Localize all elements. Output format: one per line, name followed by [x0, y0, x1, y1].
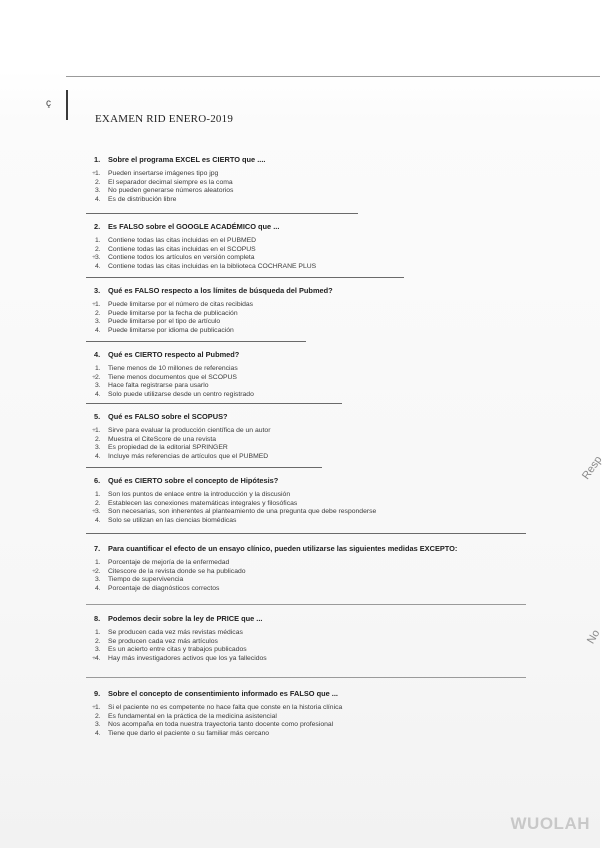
question-number: 6.	[94, 476, 101, 485]
answer-option	[86, 170, 556, 179]
option-text: El separador decimal siempre es la coma	[108, 178, 233, 186]
question-text: Podemos decir sobre la ley de PRICE que ...	[108, 614, 263, 623]
margin-mark: ç	[46, 98, 51, 109]
answer-option	[86, 310, 556, 319]
question-heading	[86, 475, 556, 487]
question-3	[86, 285, 556, 336]
option-text: Es un acierto entre citas y trabajos publicados	[108, 646, 247, 654]
option-number: 4.	[95, 655, 101, 663]
option-number: 3.	[95, 187, 101, 195]
option-text: Tiene menos documentos que el SCOPUS	[108, 373, 237, 381]
option-number: 1.	[95, 237, 101, 244]
option-text: Contiene todas las citas incluidas en el SCOPUS	[108, 245, 256, 253]
answer-option	[86, 713, 556, 722]
option-number: 2.	[95, 567, 101, 575]
question-text: Qué es FALSO respecto a los límites de búsqueda del Pubmed?	[108, 286, 333, 295]
option-text: Muestra el CiteScore de una revista	[108, 435, 217, 443]
option-text: Porcentaje de mejoría de la enfermedad	[108, 559, 230, 566]
divider	[86, 403, 342, 404]
answer-option	[86, 436, 556, 445]
option-number: 3.	[95, 576, 101, 584]
answer-option	[86, 629, 556, 638]
answer-option	[86, 517, 556, 526]
answer-option	[86, 576, 556, 585]
option-number: 2.	[95, 499, 101, 507]
option-number: 4.	[95, 327, 101, 335]
option-number: 4.	[95, 585, 101, 593]
option-number: 4.	[95, 453, 101, 461]
question-text: Sobre el programa EXCEL es CIERTO que ....	[108, 155, 266, 164]
option-number: 3.	[95, 382, 101, 390]
option-number: 4.	[95, 730, 101, 738]
divider	[86, 213, 358, 214]
option-number: 3.	[95, 254, 101, 262]
answer-option	[86, 374, 556, 383]
margin-line	[66, 90, 68, 120]
divider	[86, 533, 526, 534]
option-number: 1.	[95, 559, 101, 566]
option-number: 2.	[95, 245, 101, 253]
wuolah-watermark: WUOLAH	[510, 814, 590, 833]
answer-option	[86, 655, 556, 664]
option-text: Es fundamental en la práctica de la medicina asistencial	[108, 712, 277, 720]
question-heading	[86, 221, 556, 233]
question-heading	[86, 613, 556, 625]
option-text: No pueden generarse números aleatorios	[108, 187, 234, 195]
question-9	[86, 688, 556, 739]
option-number: 4.	[95, 517, 101, 525]
option-text: Solo se utilizan en las ciencias biomédicas	[108, 517, 237, 525]
answer-option	[86, 508, 556, 517]
option-number: 3.	[95, 318, 101, 326]
option-number: 3.	[95, 646, 101, 654]
question-number: 4.	[94, 350, 101, 359]
answer-option	[86, 391, 556, 400]
divider	[86, 677, 526, 678]
option-number: 1.	[95, 170, 101, 177]
option-number: 4.	[95, 263, 101, 271]
option-number: 2.	[95, 178, 101, 186]
option-text: Nos acompaña en toda nuestra trayectoria tanto docente como profesional	[108, 721, 334, 729]
option-text: Es de distribución libre	[108, 196, 177, 204]
question-heading	[86, 411, 556, 423]
option-text: Establecen las conexiones matemáticas integrales y filosóficas	[108, 499, 298, 507]
option-text: Se producen cada vez más artículos	[108, 637, 218, 645]
option-text: Porcentaje de diagnósticos correctos	[108, 585, 220, 593]
option-number: 2.	[95, 373, 101, 381]
answer-mark: +	[92, 427, 96, 434]
answer-mark: +	[92, 373, 96, 381]
answer-option	[86, 263, 556, 272]
answer-mark: +	[92, 508, 96, 516]
option-text: Puede limitarse por la fecha de publicación	[108, 309, 238, 317]
answer-option	[86, 730, 556, 739]
question-heading	[86, 349, 556, 361]
option-text: Puede limitarse por idioma de publicación	[108, 327, 234, 335]
answer-mark: +	[92, 655, 96, 663]
option-text: Contiene todas las citas incluidas en el PUBMED	[108, 237, 257, 244]
option-number: 4.	[95, 196, 101, 204]
exam-title: EXAMEN RID ENERO-2019	[95, 113, 234, 125]
question-7	[86, 543, 556, 594]
option-text: Son los puntos de enlace entre la introducción y la discusión	[108, 491, 291, 498]
answer-option	[86, 500, 556, 509]
option-text: Citescore de la revista donde se ha publicado	[108, 567, 246, 575]
answer-option	[86, 721, 556, 730]
side-text-partial: Resp	[580, 453, 605, 482]
option-text: Tiene que darlo el paciente o su familiar más cercano	[108, 730, 270, 738]
question-text: Qué es FALSO sobre el SCOPUS?	[108, 412, 228, 421]
option-number: 1.	[95, 301, 101, 308]
answer-option	[86, 196, 556, 205]
option-text: Puede limitarse por el tipo de artículo	[108, 318, 221, 326]
answer-option	[86, 453, 556, 462]
option-number: 3.	[95, 444, 101, 452]
option-number: 1.	[95, 427, 101, 434]
question-text: Qué es CIERTO sobre el concepto de Hipótesis?	[108, 476, 279, 485]
option-text: Tiene menos de 10 millones de referencias	[108, 365, 238, 372]
option-text: Puede limitarse por el número de citas recibidas	[108, 301, 254, 308]
option-text: Hay más investigadores activos que los ya fallecidos	[108, 655, 267, 663]
answer-option	[86, 568, 556, 577]
divider	[86, 277, 404, 278]
answer-option	[86, 559, 556, 568]
question-number: 9.	[94, 689, 101, 698]
question-heading	[86, 688, 556, 700]
question-6	[86, 475, 556, 526]
option-number: 1.	[95, 491, 101, 498]
question-heading	[86, 154, 556, 166]
option-number: 3.	[95, 508, 101, 516]
answer-mark: +	[92, 254, 96, 262]
answer-option	[86, 318, 556, 327]
question-text: Qué es CIERTO respecto al Pubmed?	[108, 350, 240, 359]
option-text: Tiempo de supervivencia	[108, 576, 184, 584]
answer-mark: +	[92, 170, 96, 177]
side-text-partial: No	[585, 627, 603, 646]
question-heading	[86, 543, 556, 555]
answer-option	[86, 491, 556, 500]
answer-option	[86, 427, 556, 436]
option-number: 1.	[95, 704, 101, 711]
option-text: Solo puede utilizarse desde un centro registrado	[108, 391, 254, 399]
answer-option	[86, 444, 556, 453]
option-number: 2.	[95, 637, 101, 645]
option-number: 1.	[95, 629, 101, 636]
answer-mark: +	[92, 301, 96, 308]
question-4	[86, 349, 556, 400]
option-number: 4.	[95, 391, 101, 399]
option-number: 1.	[95, 365, 101, 372]
question-5	[86, 411, 556, 462]
question-text: Para cuantificar el efecto de un ensayo clínico, pueden utilizarse las siguientes medidas EXCEPTO:	[108, 544, 458, 553]
option-text: Si el paciente no es competente no hace falta que conste en la historia clínica	[108, 704, 343, 711]
question-8	[86, 613, 556, 664]
question-heading	[86, 285, 556, 297]
question-number: 8.	[94, 614, 101, 623]
page-edge	[66, 76, 600, 77]
answer-mark: +	[92, 567, 96, 575]
divider	[86, 341, 306, 342]
question-number: 1.	[94, 155, 101, 164]
option-number: 2.	[95, 309, 101, 317]
option-text: Incluye más referencias de artículos que el PUBMED	[108, 453, 269, 461]
question-2	[86, 221, 556, 272]
question-1	[86, 154, 556, 205]
option-text: Contiene todas las citas incluidas en la biblioteca COCHRANE PLUS	[108, 263, 317, 271]
answer-option	[86, 246, 556, 255]
question-text: Es FALSO sobre el GOOGLE ACADÉMICO que ...	[108, 222, 280, 231]
option-text: Es propiedad de la editorial SPRINGER	[108, 444, 228, 452]
answer-option	[86, 638, 556, 647]
option-text: Sirve para evaluar la producción científica de un autor	[108, 427, 271, 434]
question-number: 2.	[94, 222, 101, 231]
option-text: Contiene todos los artículos en versión completa	[108, 254, 255, 262]
answer-option	[86, 382, 556, 391]
question-text: Sobre el concepto de consentimiento informado es FALSO que ...	[108, 689, 338, 698]
option-number: 2.	[95, 435, 101, 443]
answer-option	[86, 327, 556, 336]
question-number: 7.	[94, 544, 101, 553]
question-number: 5.	[94, 412, 101, 421]
answer-option	[86, 254, 556, 263]
option-text: Hace falta registrarse para usarlo	[108, 382, 209, 390]
divider	[86, 604, 526, 605]
answer-option	[86, 365, 556, 374]
option-text: Pueden insertarse imágenes tipo jpg	[108, 170, 219, 177]
answer-option	[86, 187, 556, 196]
answer-option	[86, 704, 556, 713]
question-number: 3.	[94, 286, 101, 295]
option-number: 3.	[95, 721, 101, 729]
option-number: 2.	[95, 712, 101, 720]
answer-option	[86, 646, 556, 655]
divider	[86, 467, 322, 468]
answer-option	[86, 585, 556, 594]
answer-option	[86, 179, 556, 188]
option-text: Se producen cada vez más revistas médicas	[108, 629, 243, 636]
answer-option	[86, 237, 556, 246]
option-text: Son necesarias, son inherentes al planteamiento de una pregunta que debe responderse	[108, 508, 377, 516]
answer-option	[86, 301, 556, 310]
answer-mark: +	[92, 704, 96, 711]
